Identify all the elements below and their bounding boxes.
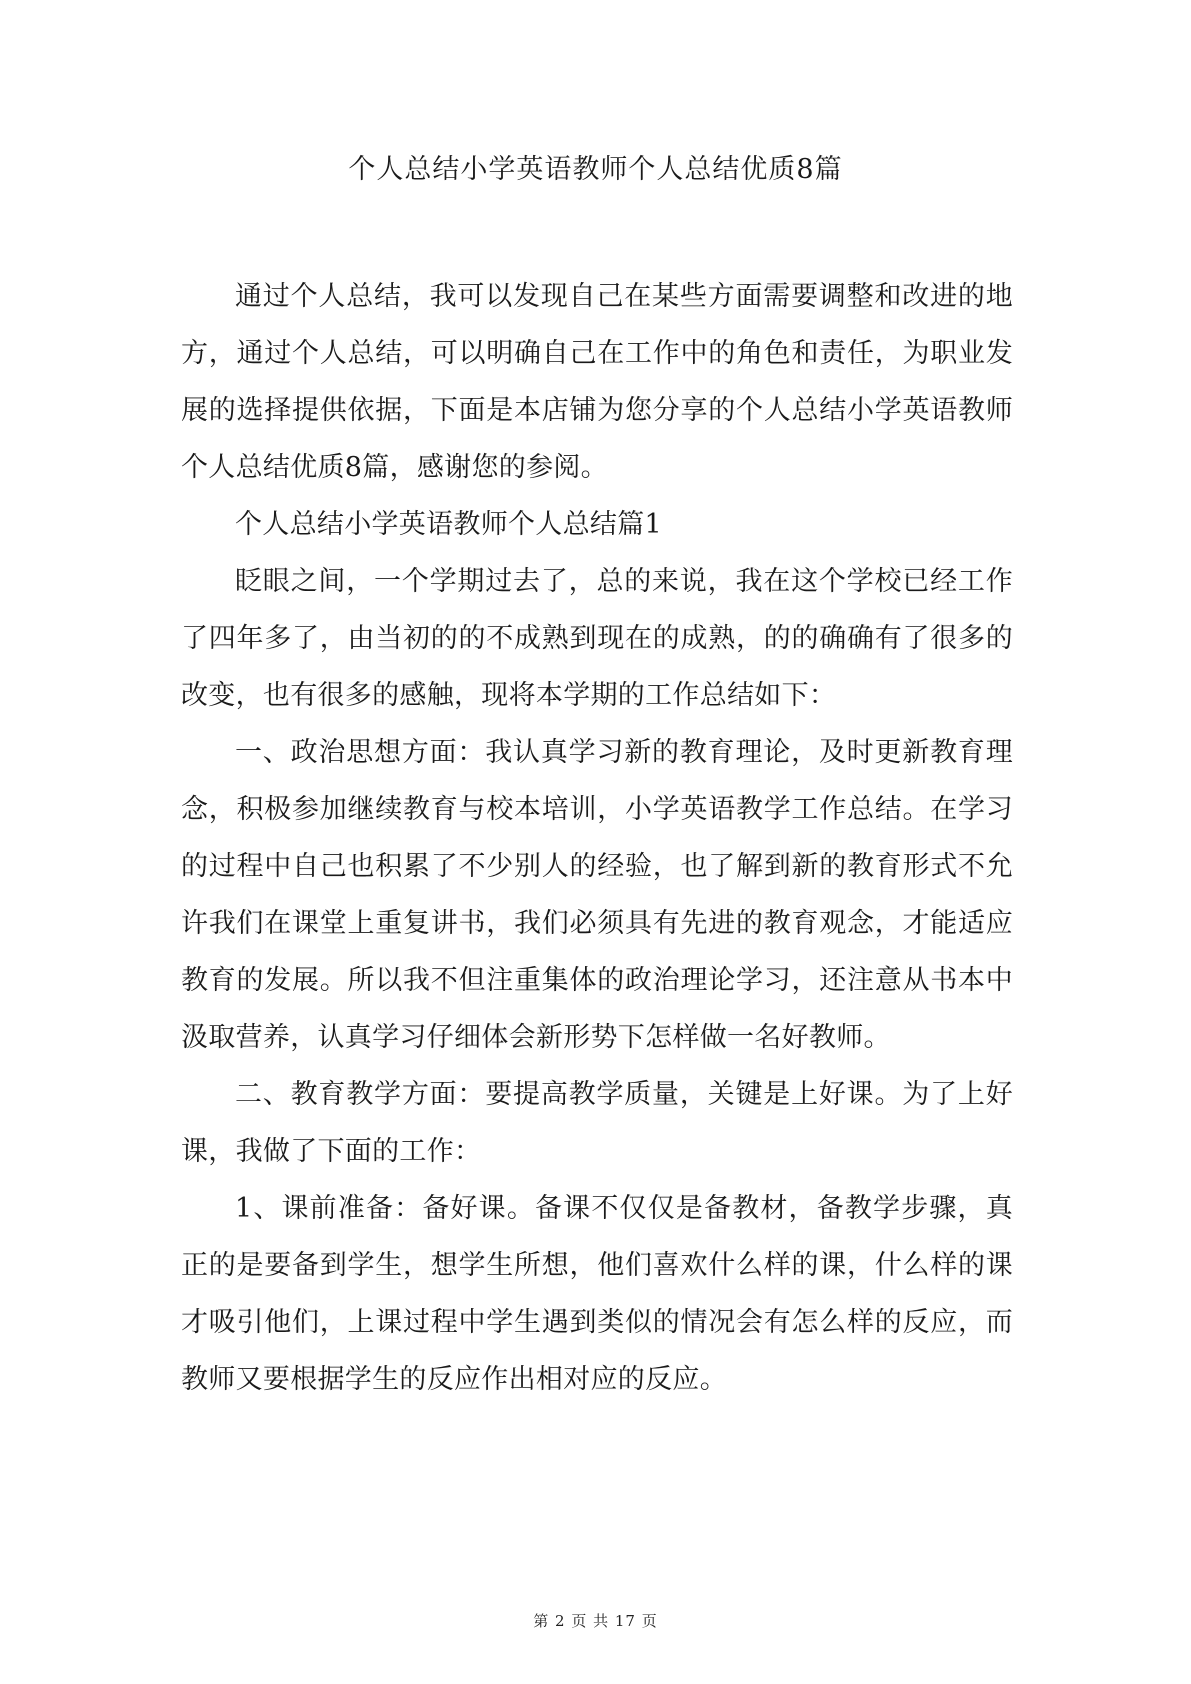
body-paragraph: 二、教育教学方面：要提高教学质量，关键是上好课。为了上好课，我做了下面的工作： [181, 1079, 1013, 1167]
document-title: 个人总结小学英语教师个人总结优质8篇 [348, 154, 843, 185]
body-paragraph: 一、政治思想方面：我认真学习新的教育理论，及时更新教育理念，积极参加继续教育与校本培训，小学英语教学工作总结。在学习的过程中自己也积累了不少别人的经验，也了解到新的教育形式不允许我们在课堂上重复讲书，我们必须具有先进的教育观念，才能适应教育的发展。所以我不但注重集体的政治理论学习，还注意从书本中汲取营养，认真学习仔细体会新形势下怎样做一名好教师。 [181, 737, 1013, 1053]
body-paragraph: 眨眼之间，一个学期过去了，总的来说，我在这个学校已经工作了四年多了，由当初的的不成熟到现在的成熟，的的确确有了很多的改变，也有很多的感触，现将本学期的工作总结如下： [181, 566, 1013, 711]
section-heading: 个人总结小学英语教师个人总结篇1 [235, 509, 662, 540]
intro-paragraph: 通过个人总结，我可以发现自己在某些方面需要调整和改进的地方，通过个人总结，可以明确自己在工作中的角色和责任，为职业发展的选择提供依据，下面是本店铺为您分享的个人总结小学英语教师个人总结优质8篇，感谢您的参阅。 [181, 281, 1013, 483]
body-paragraph: 1、课前准备：备好课。备课不仅仅是备教材，备教学步骤，真正的是要备到学生，想学生所想，他们喜欢什么样的课，什么样的课才吸引他们，上课过程中学生遇到类似的情况会有怎么样的反应，而教师又要根据学生的反应作出相对应的反应。 [181, 1193, 1013, 1395]
document-body [181, 268, 1013, 1408]
page-number-footer: 第 2 页 共 17 页 [533, 1612, 658, 1630]
